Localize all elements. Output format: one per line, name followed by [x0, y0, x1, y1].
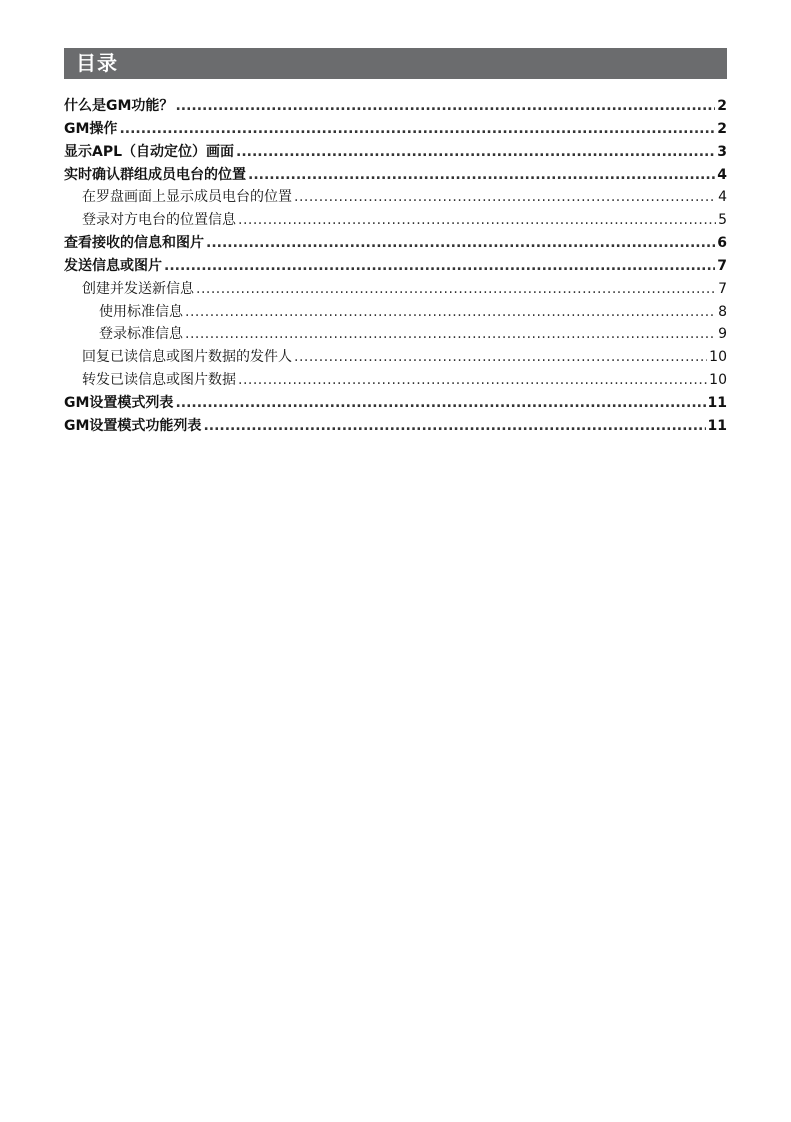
toc-entry-title: 查看接收的信息和图片 [64, 235, 204, 252]
table-of-contents [64, 95, 727, 438]
toc-subentry[interactable] [64, 369, 727, 392]
toc-entry[interactable] [64, 415, 727, 438]
toc-entry[interactable] [64, 232, 727, 255]
toc-entry-page: 7 [718, 280, 727, 297]
dot-leader [294, 346, 707, 369]
dot-leader [175, 392, 705, 415]
toc-entry-page: 2 [717, 98, 727, 114]
toc-entry-page: 3 [717, 143, 727, 160]
toc-entry-page: 4 [718, 189, 727, 206]
dot-leader [119, 118, 715, 141]
toc-entry-page: 8 [718, 303, 727, 320]
toc-entry-page: 7 [717, 257, 727, 274]
toc-entry-title: 使用标准信息 [99, 303, 183, 320]
toc-entry-page: 2 [717, 120, 727, 137]
dot-leader [238, 369, 707, 392]
toc-entry-title: 转发已读信息或图片数据 [82, 372, 236, 389]
toc-entry-title: 发送信息或图片 [64, 257, 162, 274]
dot-leader [203, 415, 705, 438]
toc-entry-title: 登录对方电台的位置信息 [82, 212, 236, 229]
toc-entry-title: 在罗盘画面上显示成员电台的位置 [82, 189, 292, 206]
toc-subsubentry[interactable] [64, 301, 727, 324]
dot-leader [206, 232, 715, 255]
dot-leader [236, 141, 715, 164]
dot-leader [175, 95, 715, 118]
toc-entry-title: 回复已读信息或图片数据的发件人 [82, 349, 292, 366]
toc-entry-title: 实时确认群组成员电台的位置 [64, 166, 246, 183]
toc-entry-title: 什么是GM功能？ [64, 98, 174, 114]
toc-entry[interactable] [64, 95, 727, 118]
toc-entry-page: 11 [707, 417, 727, 434]
toc-entry[interactable] [64, 164, 727, 187]
toc-entry-page: 6 [717, 235, 727, 252]
toc-entry[interactable] [64, 141, 727, 164]
toc-subentry[interactable] [64, 346, 727, 369]
toc-entry[interactable] [64, 118, 727, 141]
toc-entry[interactable] [64, 392, 727, 415]
toc-entry-page: 10 [709, 349, 727, 366]
toc-entry-page: 5 [718, 212, 727, 229]
toc-entry-title: 显示APL（自动定位）画面 [64, 143, 235, 160]
toc-subsubentry[interactable] [64, 323, 727, 346]
toc-entry-page: 11 [707, 394, 727, 411]
toc-entry-title: 创建并发送新信息 [82, 280, 194, 297]
dot-leader [164, 255, 715, 278]
toc-subentry[interactable] [64, 278, 727, 301]
toc-entry-title: 登录标准信息 [99, 326, 183, 343]
dot-leader [294, 186, 716, 209]
dot-leader [248, 164, 715, 187]
toc-entry[interactable] [64, 255, 727, 278]
dot-leader [238, 209, 716, 232]
toc-subentry[interactable] [64, 186, 727, 209]
dot-leader [185, 301, 716, 324]
toc-entry-title: GM设置模式列表 [64, 394, 174, 411]
toc-subentry[interactable] [64, 209, 727, 232]
toc-entry-page: 4 [717, 166, 727, 183]
toc-entry-title: GM设置模式功能列表 [64, 417, 202, 434]
dot-leader [196, 278, 716, 301]
toc-entry-page: 9 [718, 326, 727, 343]
toc-entry-page: 10 [709, 372, 727, 389]
page-title: 目录 [64, 48, 727, 79]
dot-leader [185, 323, 716, 346]
toc-entry-title: GM操作 [64, 120, 118, 137]
